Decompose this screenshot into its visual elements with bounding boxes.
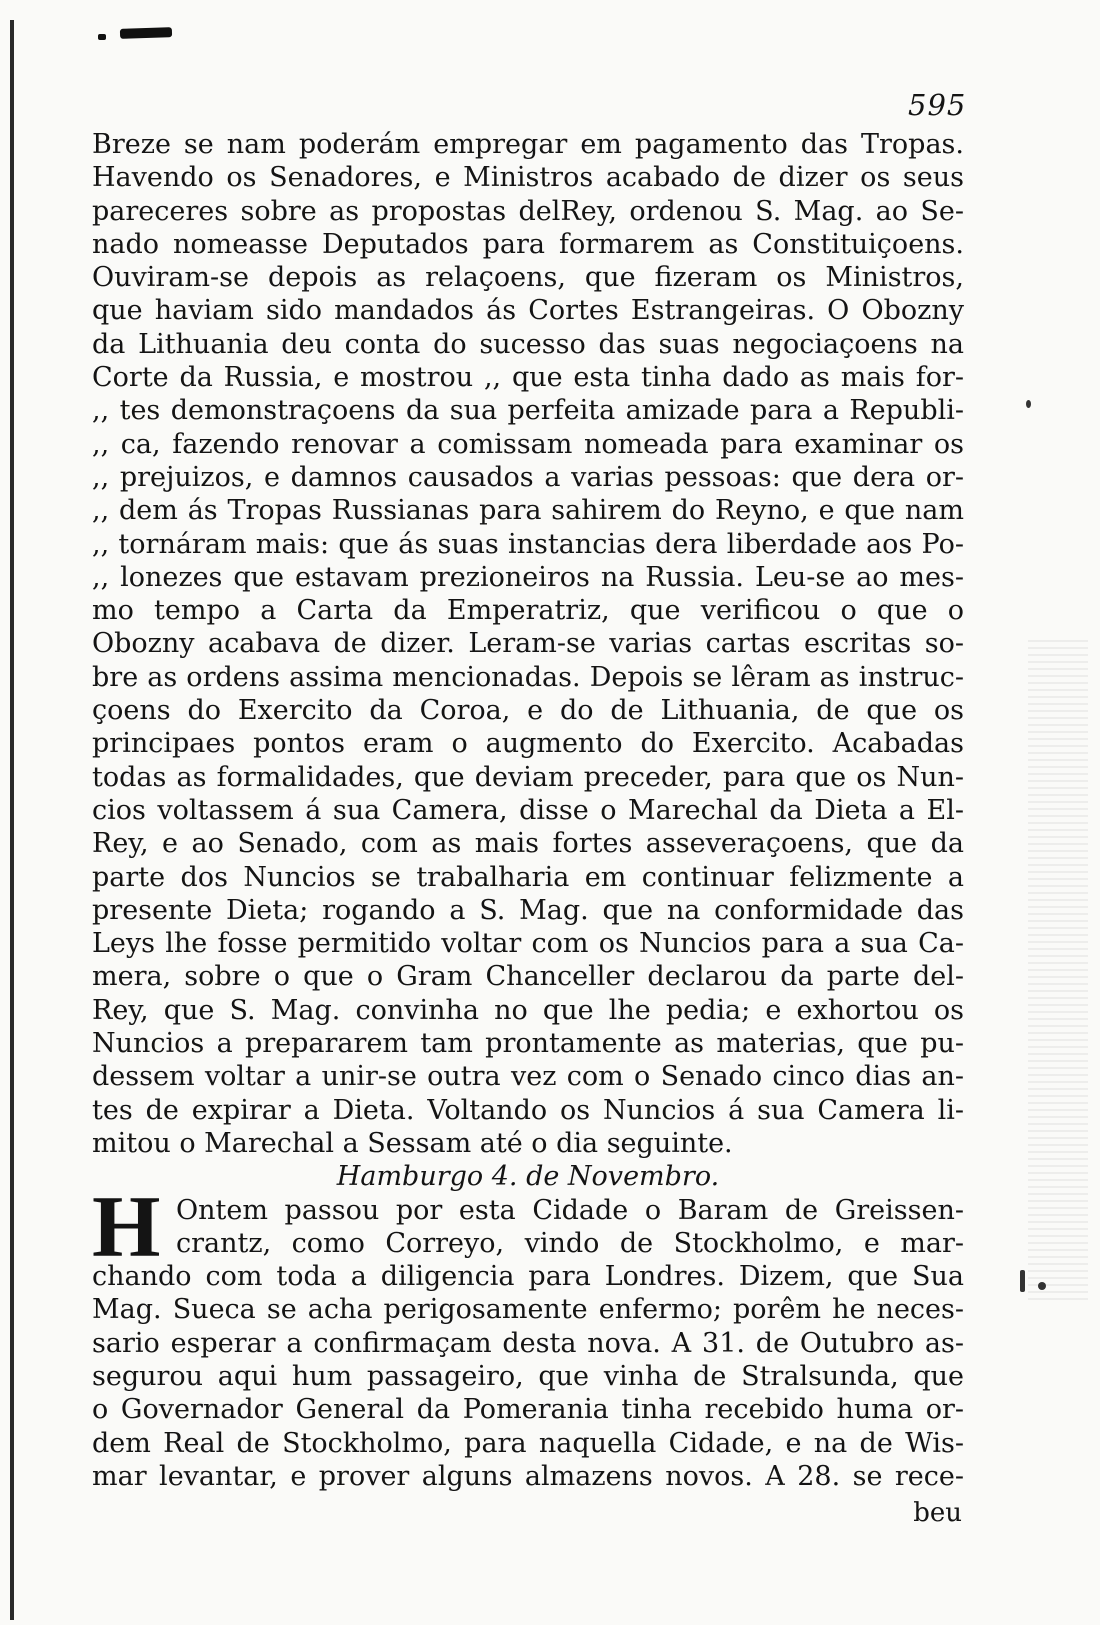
text-line: dem Real de Stockholmo, para naquella Cidade, e na de Wis- <box>92 1427 964 1459</box>
text-line: mar levantar, e prover alguns almazens novos. A 28. se rece- <box>92 1460 964 1492</box>
text-line: nado nomeasse Deputados para formarem as Constituiçoens. <box>92 228 964 260</box>
text-line: pareceres sobre as propostas delRey, ordenou S. Mag. ao Se- <box>92 195 964 227</box>
text-line: principaes pontos eram o augmento do Exercito. Acabadas <box>92 728 964 760</box>
text-line: sario esperar a confirmaçam desta nova. A 31. de Outubro as- <box>92 1327 964 1359</box>
text-line: mera, sobre o que o Gram Chanceller declarou da parte del- <box>92 961 964 993</box>
page-number: 595 <box>908 88 967 122</box>
text-line: çoens do Exercito da Coroa, e do de Lithuania, de que os <box>92 695 964 727</box>
text-line: Corte da Russia, e mostrou ,, que esta tinha dado as mais for- <box>92 362 964 394</box>
paragraph-with-dropcap <box>92 1178 964 1494</box>
text-line: mitou o Marechal a Sessam até o dia seguinte. <box>92 1127 733 1159</box>
ink-speck <box>1038 1282 1046 1290</box>
text-line: ,, dem ás Tropas Russianas para sahirem do Reyno, e que nam <box>92 495 964 527</box>
text-line: dessem voltar a unir-se outra vez com o Senado cinco dias an- <box>92 1061 964 1093</box>
catchword: beu <box>913 1498 962 1528</box>
text-line: o Governador General da Pomerania tinha recebido huma or- <box>92 1394 964 1426</box>
text-line: Rey, e ao Senado, com as mais fortes asseveraçoens, que da <box>92 828 964 860</box>
ink-speck <box>1026 400 1031 408</box>
text-line: Ontem passou por esta Cidade o Baram de Greissen- <box>176 1194 964 1226</box>
article-body <box>92 128 964 1493</box>
text-line: ,, prejuizos, e damnos causados a varias pessoas: que dera or- <box>92 461 964 493</box>
ink-mark <box>120 27 172 39</box>
drop-cap: H <box>92 1178 161 1276</box>
text-line: chando com toda a diligencia para Londres. Dizem, que Sua <box>92 1261 964 1293</box>
left-border-rule <box>10 20 14 1620</box>
text-line: tes de expirar a Dieta. Voltando os Nuncios á sua Camera li- <box>92 1094 964 1126</box>
text-line: parte dos Nuncios se trabalharia em continuar felizmente a <box>92 861 964 893</box>
text-line: mo tempo a Carta da Emperatriz, que verificou o que o <box>92 595 964 627</box>
ink-speck <box>1020 1270 1025 1292</box>
text-line: crantz, como Correyo, vindo de Stockholmo, e mar- <box>176 1227 964 1259</box>
text-line: Ouviram-se depois as relaçoens, que fizeram os Ministros, <box>92 262 964 294</box>
text-line: cios voltassem á sua Camera, disse o Marechal da Dieta a El- <box>92 794 964 826</box>
ink-mark <box>98 34 106 40</box>
text-line: Leys lhe fosse permitido voltar com os Nuncios para a sua Ca- <box>92 928 964 960</box>
text-line: Nuncios a prepararem tam prontamente as materias, que pu- <box>92 1028 964 1060</box>
text-line: ,, lonezes que estavam prezioneiros na Russia. Leu-se ao mes- <box>92 561 964 593</box>
scan-noise <box>1028 640 1088 1300</box>
text-line: Obozny acabava de dizer. Leram-se varias cartas escritas so- <box>92 628 964 660</box>
text-line: todas as formalidades, que deviam preceder, para que os Nun- <box>92 761 964 793</box>
text-line: segurou aqui hum passageiro, que vinha de Stralsunda, que <box>92 1360 964 1392</box>
text-line: ,, tes demonstraçoens da sua perfeita amizade para a Republi- <box>92 395 964 427</box>
text-line: Havendo os Senadores, e Ministros acabado de dizer os seus <box>92 162 964 194</box>
text-line: presente Dieta; rogando a S. Mag. que na conformidade das <box>92 894 964 926</box>
text-line: ,, tornáram mais: que ás suas instancias dera liberdade aos Po- <box>92 528 964 560</box>
text-line: da Lithuania deu conta do sucesso das suas negociaçoens na <box>92 328 964 360</box>
text-line: ,, ca, fazendo renovar a comissam nomeada para examinar os <box>92 428 964 460</box>
text-line: que haviam sido mandados ás Cortes Estrangeiras. O Obozny <box>92 295 964 327</box>
dateline-heading: Hamburgo 4. de Novembro. <box>336 1161 720 1193</box>
text-line: bre as ordens assima mencionadas. Depois se lêram as instruc- <box>92 661 964 693</box>
text-line: Rey, que S. Mag. convinha no que lhe pedia; e exhortou os <box>92 994 964 1026</box>
text-line: Breze se nam poderám empregar em pagamento das Tropas. <box>92 129 964 160</box>
text-line: Mag. Sueca se acha perigosamente enfermo; porêm he neces- <box>92 1294 964 1326</box>
